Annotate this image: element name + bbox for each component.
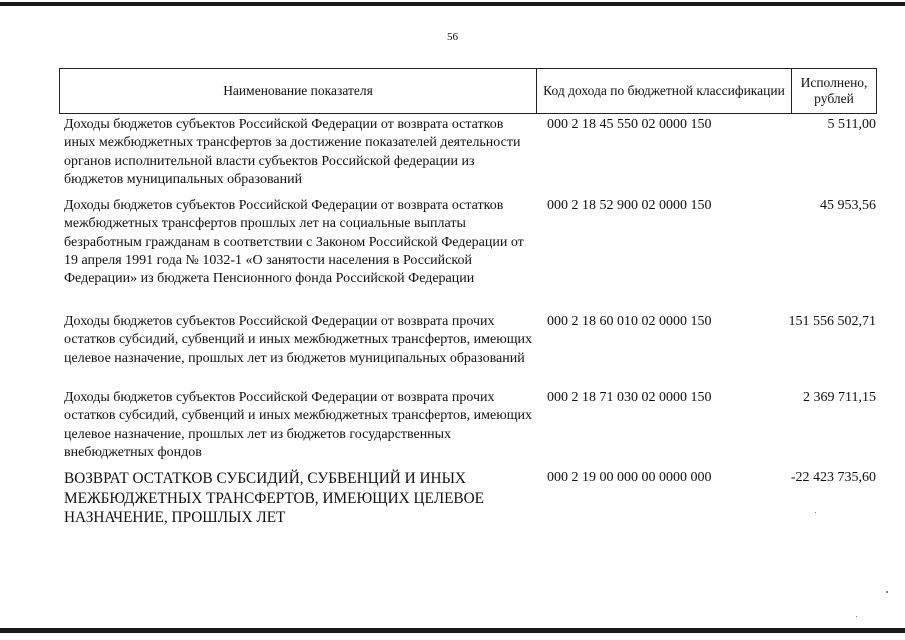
row-name: ВОЗВРАТ ОСТАТКОВ СУБСИДИЙ, СУБВЕНЦИЙ И ИНЫХ МЕЖБЮДЖЕТНЫХ ТРАНСФЕРТОВ, ИМЕЮЩИХ ЦЕЛЕВОЕ НАЗНАЧЕНИЕ, ПРОШЛЫХ ЛЕТ [64,470,485,526]
header-code: Код дохода по бюджетной классификации [536,69,791,113]
row-name: Доходы бюджетов субъектов Российской Федерации от возврата прочих остатков субсидий, субвенций и иных межбюджетных трансфертов, имеющих целевое назначение, прошлых лет из бюджетов муниципальных образований [64,314,532,366]
page-number: 56 [447,31,458,43]
row-code: 000 2 18 60 010 02 0000 150 [547,314,712,329]
row-code: 000 2 19 00 000 00 0000 000 [547,470,712,485]
header-name: Наименование показателя [223,83,373,98]
row-code: 000 2 18 52 900 02 0000 150 [547,198,712,213]
row-executed: 45 953,56 [820,198,876,213]
row-executed: 151 556 502,71 [788,314,876,329]
row-code: 000 2 18 71 030 02 0000 150 [547,390,712,405]
table-header [59,68,877,114]
scan-speck [856,616,857,617]
row-name: Доходы бюджетов субъектов Российской Федерации от возврата прочих остатков субсидий, субвенций и иных межбюджетных трансфертов, имеющих целевое назначение, прошлых лет из бюджетов государственных внебюджетных фондов [64,390,532,460]
top-border-rule [0,2,905,6]
row-name: Доходы бюджетов субъектов Российской Федерации от возврата остатков межбюджетных трансфертов прошлых лет на социальные выплаты безработным гражданам в соответствии с Законом Российской Федерации от 19 апреля 1991 года № 1032-1 «О занятости населения в Российской Федерации» из бюджета Пенсионного фонда Российской Федерации [64,198,524,287]
row-code: 000 2 18 45 550 02 0000 150 [547,117,712,132]
row-executed: 2 369 711,15 [803,390,876,405]
header-executed: Исполнено, рублей [791,69,876,113]
bottom-border-rule [0,628,905,633]
scan-speck [886,591,888,593]
scan-speck [815,512,816,513]
row-executed: 5 511,00 [827,117,876,132]
row-name: Доходы бюджетов субъектов Российской Федерации от возврата остатков иных межбюджетных трансфертов за достижение показателей деятельности органов исполнительной власти субъектов Российской федерации из бюджетов муниципальных образований [64,117,521,187]
row-executed: -22 423 735,60 [790,470,876,485]
